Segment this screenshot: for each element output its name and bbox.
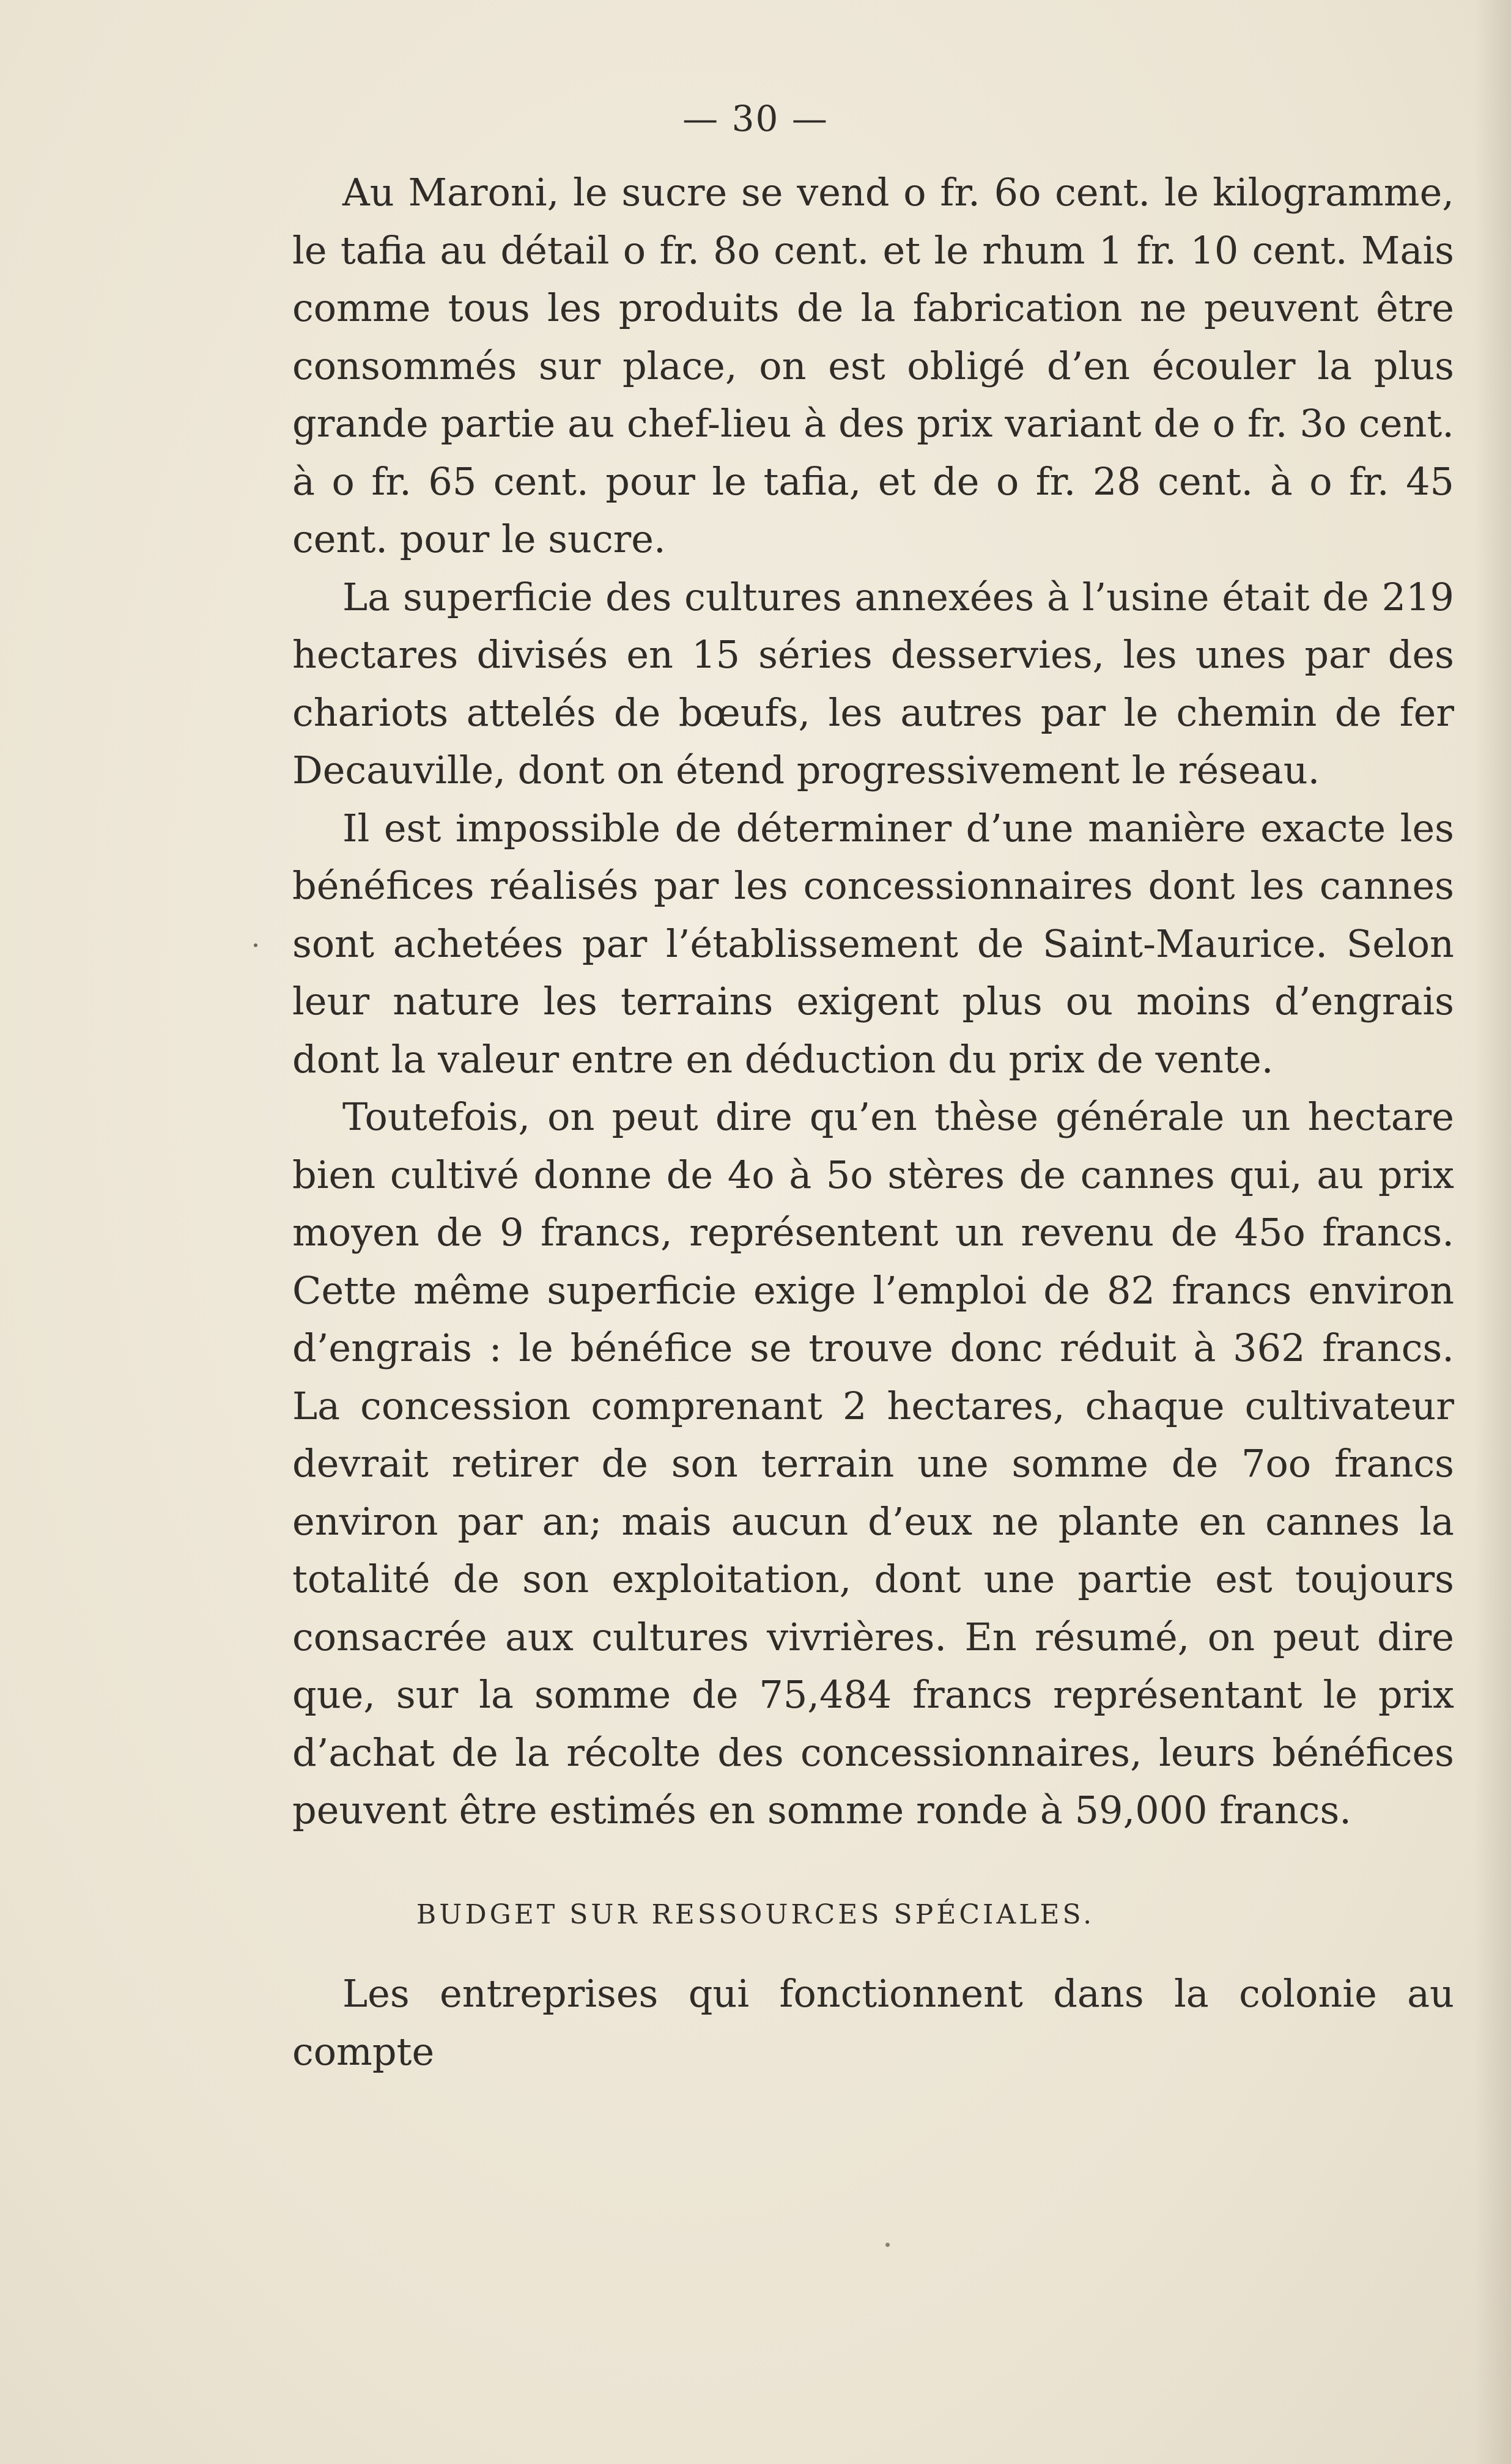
section-heading: BUDGET SUR RESSOURCES SPÉCIALES.	[416, 1899, 1095, 1930]
closing-line: Les entreprises qui fonctionnent dans la colonie au compte	[292, 1971, 1454, 2074]
body-text	[292, 164, 1454, 1840]
paragraph-maroni-prices: Au Maroni, le sucre se vend o fr. 6o cent. le kilogramme, le tafia au détail o fr. 8o cent. et le rhum 1 fr. 10 cent. Mais comme tous les produits de la fabrication ne peuvent être consommés sur place, on est obligé d’en écouler la plus grande partie au chef-lieu à des prix variant de o fr. 3o cent. à o fr. 65 cent. pour le tafia, et de o fr. 28 cent. à o fr. 45 cent. pour le sucre.	[292, 170, 1454, 561]
margin-mark	[254, 943, 257, 947]
paragraph-benefices: Il est impossible de déterminer d’une manière exacte les bénéfices réalisés par les concessionnaires dont les cannes sont achetées par l’établissement de Saint-Maurice. Selon leur nature les terrains exigent plus ou moins d’engrais dont la valeur entre en déduction du prix de vente.	[292, 805, 1454, 1082]
paragraph-surface-cultures: La superficie des cultures annexées à l’usine était de 219 hectares divisés en 15 séries desservies, les unes par des chariots attelés de bœufs, les autres par le chemin de fer Decauville, dont on étend progressivement le réseau.	[292, 574, 1454, 792]
paragraph-toutefois: Toutefois, on peut dire qu’en thèse générale un hectare bien cultivé donne de 4o à 5o stères de cannes qui, au prix moyen de 9 francs, représentent un revenu de 45o francs. Cette même superficie exige l’emploi de 82 francs environ d’engrais : le bénéfice se trouve donc réduit à 362 francs. La concession comprenant 2 hectares, chaque cultivateur devrait retirer de son terrain une somme de 7oo francs environ par an; mais aucun d’eux ne plante en cannes la totalité de son exploitation, dont une partie est toujours consacrée aux cultures vivrières. En résumé, on peut dire que, sur la somme de 75,484 francs représentant le prix d’achat de la récolte des concessionnaires, leurs bénéfices peuvent être estimés en somme ronde à 59,000 francs.	[292, 1094, 1454, 1832]
page-edge-shadow	[1474, 0, 1511, 2464]
paper-speck	[885, 2243, 890, 2247]
page-number: — 30 —	[682, 98, 829, 139]
